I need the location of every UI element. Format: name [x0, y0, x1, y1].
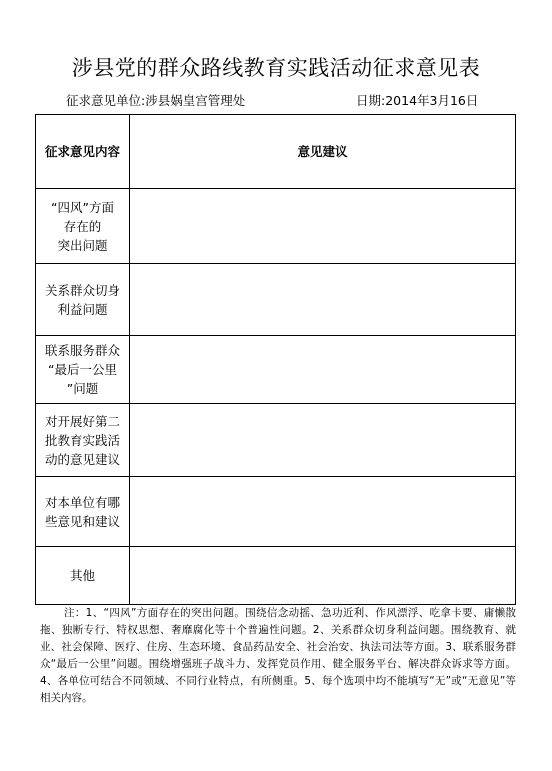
row-label-line: 利益问题 [57, 301, 108, 317]
suggestion-cell[interactable] [130, 336, 516, 404]
table-row [36, 336, 516, 404]
unit-value: 涉县娲皇宫管理处 [145, 93, 246, 108]
suggestion-cell[interactable] [130, 404, 516, 477]
row-label-line: “四风”方面 [51, 199, 114, 215]
date-label: 日期: [356, 93, 386, 108]
unit-label: 征求意见单位: [66, 93, 146, 108]
row-label-line: “最后一公里 [48, 362, 117, 377]
opinion-form-table [35, 114, 516, 605]
row-label-line: 其他 [69, 568, 95, 583]
row-label-line: 些意见和建议 [44, 513, 120, 529]
row-label-line: 突出问题 [57, 237, 108, 253]
table-row [36, 189, 516, 264]
table-row [36, 264, 516, 336]
row-label [36, 336, 130, 404]
page-title: 涉县党的群众路线教育实践活动征求意见表 [71, 56, 481, 80]
row-label [36, 404, 130, 477]
table-row [36, 477, 516, 547]
row-label-line: 对开展好第二 [44, 413, 120, 429]
date-row [356, 91, 478, 109]
table-row [36, 547, 516, 605]
date-value: 2014年3月16日 [385, 93, 479, 108]
suggestion-cell[interactable] [130, 264, 516, 336]
header-content: 征求意见内容 [36, 115, 130, 189]
row-label-line: 对本单位有哪 [44, 494, 120, 510]
row-label [36, 264, 130, 336]
row-label [36, 477, 130, 547]
row-label-line: ”问题 [66, 381, 99, 396]
unit-row [66, 91, 245, 109]
suggestion-cell[interactable] [130, 547, 516, 605]
row-label-line: 存在的 [63, 218, 102, 234]
row-label-line: 关系群众切身 [44, 282, 120, 298]
row-label-line: 联系服务群众 [44, 343, 120, 358]
row-label [36, 547, 130, 605]
table-header-row [36, 115, 516, 189]
suggestion-cell[interactable] [130, 477, 516, 547]
row-label-line: 批教育实践活 [44, 432, 120, 448]
table-row [36, 404, 516, 477]
footnote: 注：1、“四风”方面存在的突出问题。围绕信念动摇、急功近利、作风漂浮、吃拿卡要、庸懒散拖、独断专行、特权思想、奢靡腐化等十个普遍性问题。2、关系群众切身利益问题。围绕教育、就业、社会保障、医疗、住房、生态环境、食品药品安全、社会治安、执法司法等方面。3、联系服务群众“最后一公里”问题。围绕增强班子战斗力、发挥党员作用、健全服务平台、解决群众诉求等方面。4、各单位可结合不同领域、不同行业特点，有所侧重。5、每个选项中均不能填写“无”或“无意见”等相关内容。 [40, 607, 516, 704]
row-label-line: 动的意见建议 [44, 451, 120, 467]
header-suggestion: 意见建议 [130, 115, 516, 189]
suggestion-cell[interactable] [130, 189, 516, 264]
row-label [36, 189, 130, 264]
